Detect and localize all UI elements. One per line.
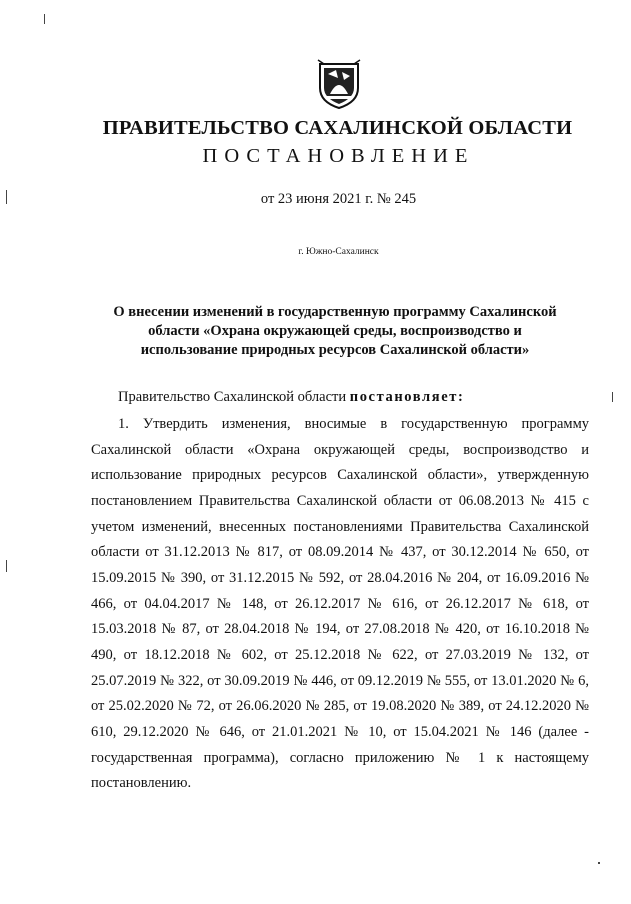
document-date: от 23 июня 2021 г. № 245 — [260, 191, 417, 207]
document-type: ПОСТАНОВЛЕНИЕ — [202, 145, 475, 167]
document-city: г. Южно-Сахалинск — [298, 247, 379, 257]
paragraph-1: 1. Утвердить изменения, вносимые в государственную программу Сахалинской области «Охрана окружающей среды, воспроизводство и использование природных ресурсов Сахалинской области», утвержденную постановлением Правительства Сахалинской области от 06.08.2013 № 415 с учетом изменений, внесенных постановлениями Правительства Сахалинской области от 31.12.2013 № 817, от 08.09.2014 № 437, от 30.12.2014 № 650, от 15.09.2015 № 390, от 31.12.2015 № 592, от 28.04.2016 № 204, от 16.09.2016 № 466, от 04.04.2017 № 148, от 26.12.2017 № 616, от 26.12.2017 № 618, от 15.03.2018 № 87, от 28.04.2018 № 194, от 27.08.2018 № 420, от 16.10.2018 № 490, от 18.12.2018 № 602, от 25.12.2018 № 622, от 27.03.2019 № 132, от 25.07.2019 № 322, от 30.09.2019 № 446, от 09.12.2019 № 555, от 13.01.2020 № 6, от 25.02.2020 № 72, от 26.06.2020 № 285, от 19.08.2020 № 389, от 24.12.2020 № 610, 29.12.2020 № 646, от 21.01.2021 № 10, от 15.04.2021 № 146 (далее - государственная программа), согласно приложению № 1 к настоящему постановлению. — [91, 416, 589, 792]
preamble-emphasis: постановляет: — [349, 389, 465, 405]
organization-title: ПРАВИТЕЛЬСТВО САХАЛИНСКОЙ ОБЛАСТИ — [102, 117, 573, 139]
scan-mark — [6, 190, 7, 204]
scan-mark — [612, 392, 613, 402]
scan-mark — [44, 14, 45, 24]
scan-mark — [598, 862, 600, 864]
sakhalin-coat-of-arms-icon — [316, 58, 362, 110]
preamble-text: Правительство Сахалинской области — [118, 389, 350, 405]
preamble — [118, 389, 464, 406]
document-subject: О внесении изменений в государственную программу Сахалинской области «Охрана окружающей среды, воспроизводство и использование природных ресурсов Сахалинской области» — [113, 304, 557, 358]
scan-mark — [6, 560, 7, 572]
